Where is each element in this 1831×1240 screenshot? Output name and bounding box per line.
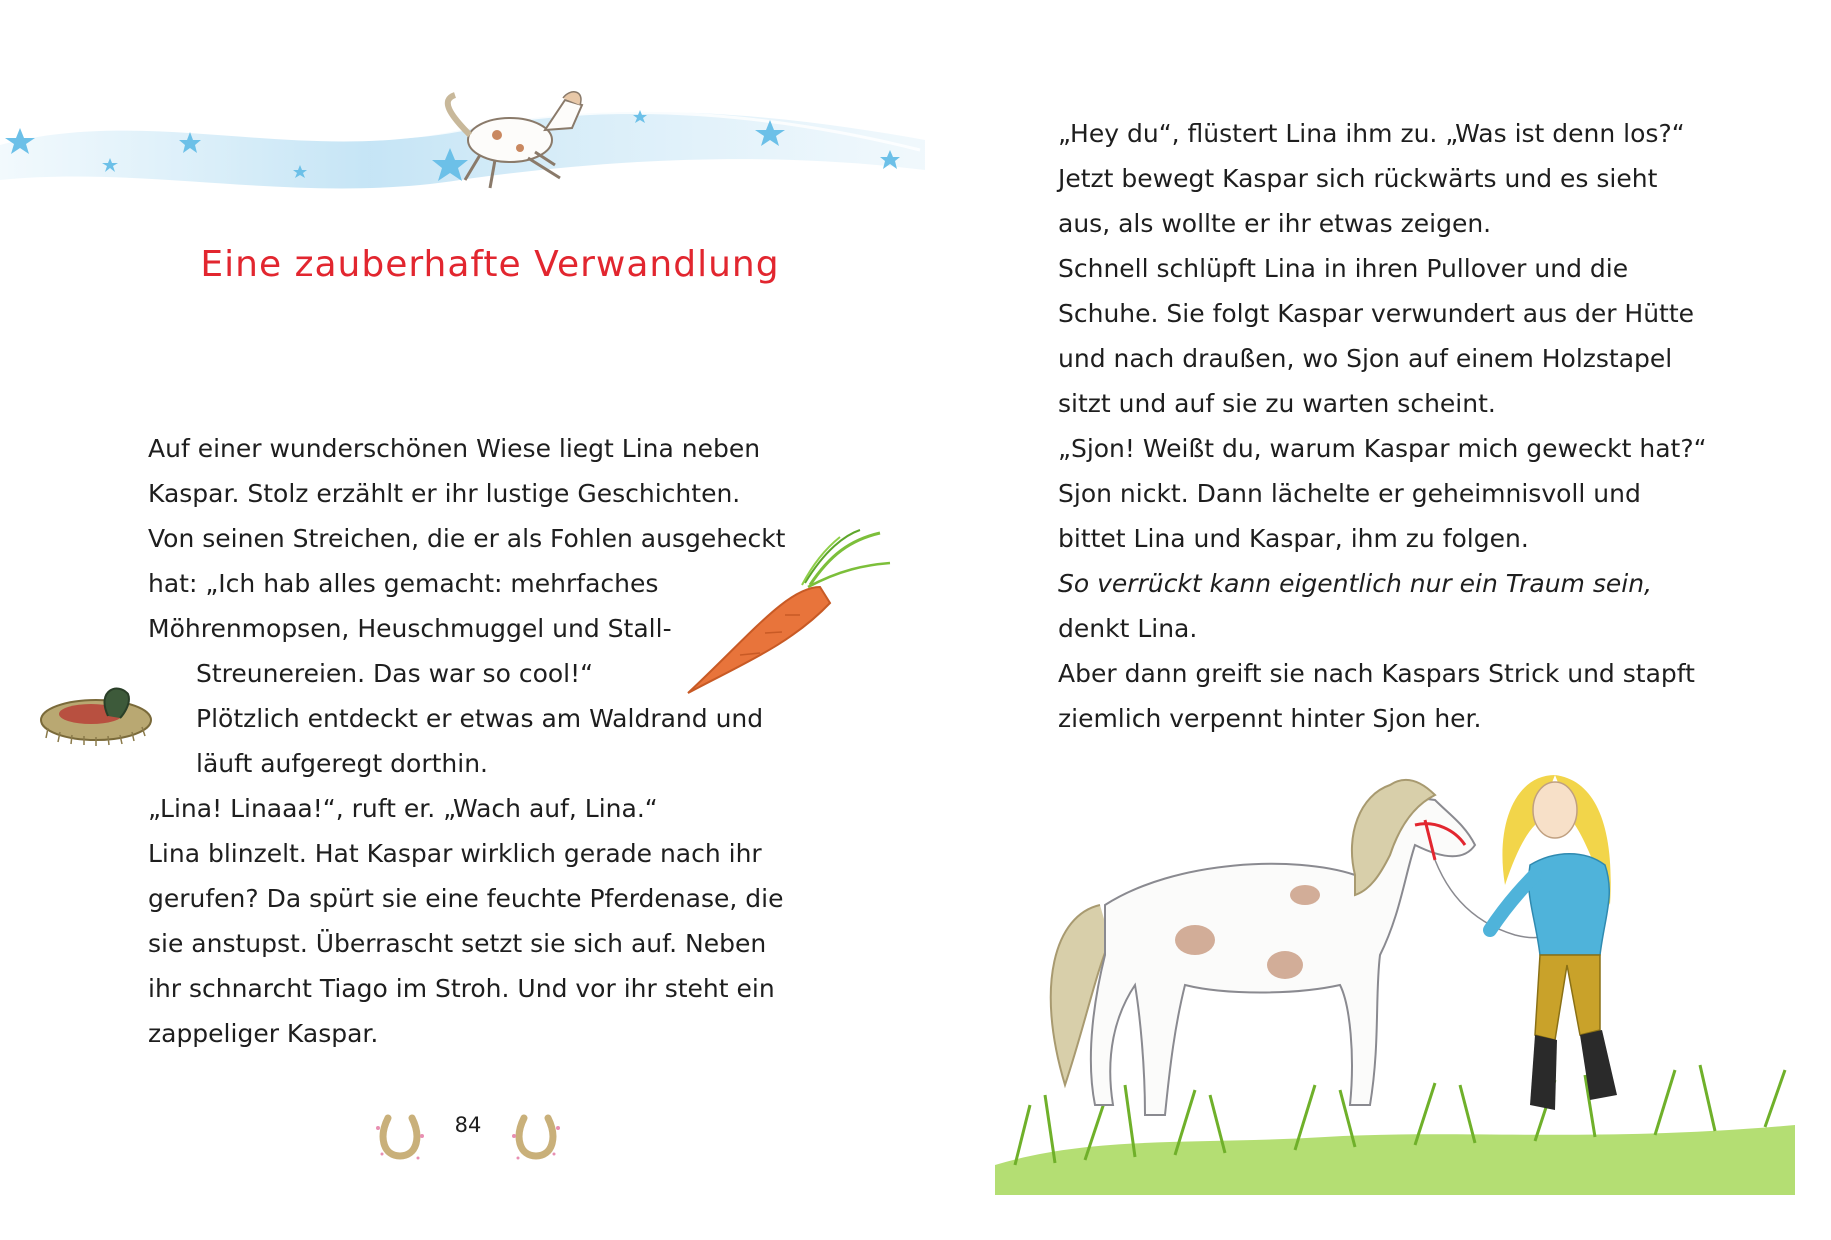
horseshoe-left-icon xyxy=(372,1108,428,1164)
text-line: Schnell schlüpft Lina in ihren Pullover und die xyxy=(1058,254,1629,283)
text-line: Sjon nickt. Dann lächelte er geheimnisvoll und xyxy=(1058,479,1641,508)
girl-illustration xyxy=(1490,775,1617,1110)
chapter-title: Eine zauberhafte Verwandlung xyxy=(200,244,780,285)
text-line: Aber dann greift sie nach Kaspars Strick und stapft xyxy=(1058,659,1695,688)
text-line: Möhrenmopsen, Heuschmuggel und Stall- xyxy=(148,614,672,643)
text-line: sie anstupst. Überrascht setzt sie sich auf. Neben xyxy=(148,929,767,958)
text-line: Von seinen Streichen, die er als Fohlen ausgeheckt xyxy=(148,524,786,553)
text-line: Kaspar. Stolz erzählt er ihr lustige Geschichten. xyxy=(148,479,741,508)
text-line: sitzt und auf sie zu warten scheint. xyxy=(1058,389,1496,418)
horseshoe-right-icon xyxy=(508,1108,564,1164)
text-line: Plötzlich entdeckt er etwas am Waldrand und xyxy=(196,704,764,733)
text-line: denkt Lina. xyxy=(1058,614,1198,643)
grass-illustration xyxy=(995,1065,1795,1195)
text-line: und nach draußen, wo Sjon auf einem Holzstapel xyxy=(1058,344,1673,373)
text-line: zappeliger Kaspar. xyxy=(148,1019,379,1048)
carrot-illustration xyxy=(680,525,900,700)
text-line-italic: So verrückt kann eigentlich nur ein Traum sein, xyxy=(1058,569,1652,598)
text-line: Lina blinzelt. Hat Kaspar wirklich gerade nach ihr xyxy=(148,839,762,868)
text-line: Auf einer wunderschönen Wiese liegt Lina neben xyxy=(148,434,761,463)
pony-and-girl-illustration xyxy=(995,765,1795,1195)
text-line: „Sjon! Weißt du, warum Kaspar mich geweckt hat?“ xyxy=(1058,434,1707,463)
text-line: gerufen? Da spürt sie eine feuchte Pferdenase, die xyxy=(148,884,784,913)
text-line: aus, als wollte er ihr etwas zeigen. xyxy=(1058,209,1492,238)
grooming-brush-illustration xyxy=(36,680,156,748)
text-line: bittet Lina und Kaspar, ihm zu folgen. xyxy=(1058,524,1529,553)
right-paragraph xyxy=(1058,111,1707,741)
text-line: hat: „Ich hab alles gemacht: mehrfaches xyxy=(148,569,659,598)
text-line: ihr schnarcht Tiago im Stroh. Und vor ihr steht ein xyxy=(148,974,775,1003)
left-page xyxy=(0,0,915,1240)
text-line: ziemlich verpennt hinter Sjon her. xyxy=(1058,704,1482,733)
left-paragraph xyxy=(148,426,785,1056)
text-line: Jetzt bewegt Kaspar sich rückwärts und es sieht xyxy=(1058,164,1658,193)
text-line: „Lina! Linaaa!“, ruft er. „Wach auf, Lina.“ xyxy=(148,794,658,823)
text-line: Streunereien. Das war so cool!“ xyxy=(196,659,594,688)
page-number: 84 xyxy=(454,1113,482,1137)
text-line: „Hey du“, flüstert Lina ihm zu. „Was ist denn los?“ xyxy=(1058,119,1685,148)
text-line: läuft aufgeregt dorthin. xyxy=(196,749,488,778)
text-line: Schuhe. Sie folgt Kaspar verwundert aus der Hütte xyxy=(1058,299,1695,328)
star-banner-illustration xyxy=(0,70,930,220)
